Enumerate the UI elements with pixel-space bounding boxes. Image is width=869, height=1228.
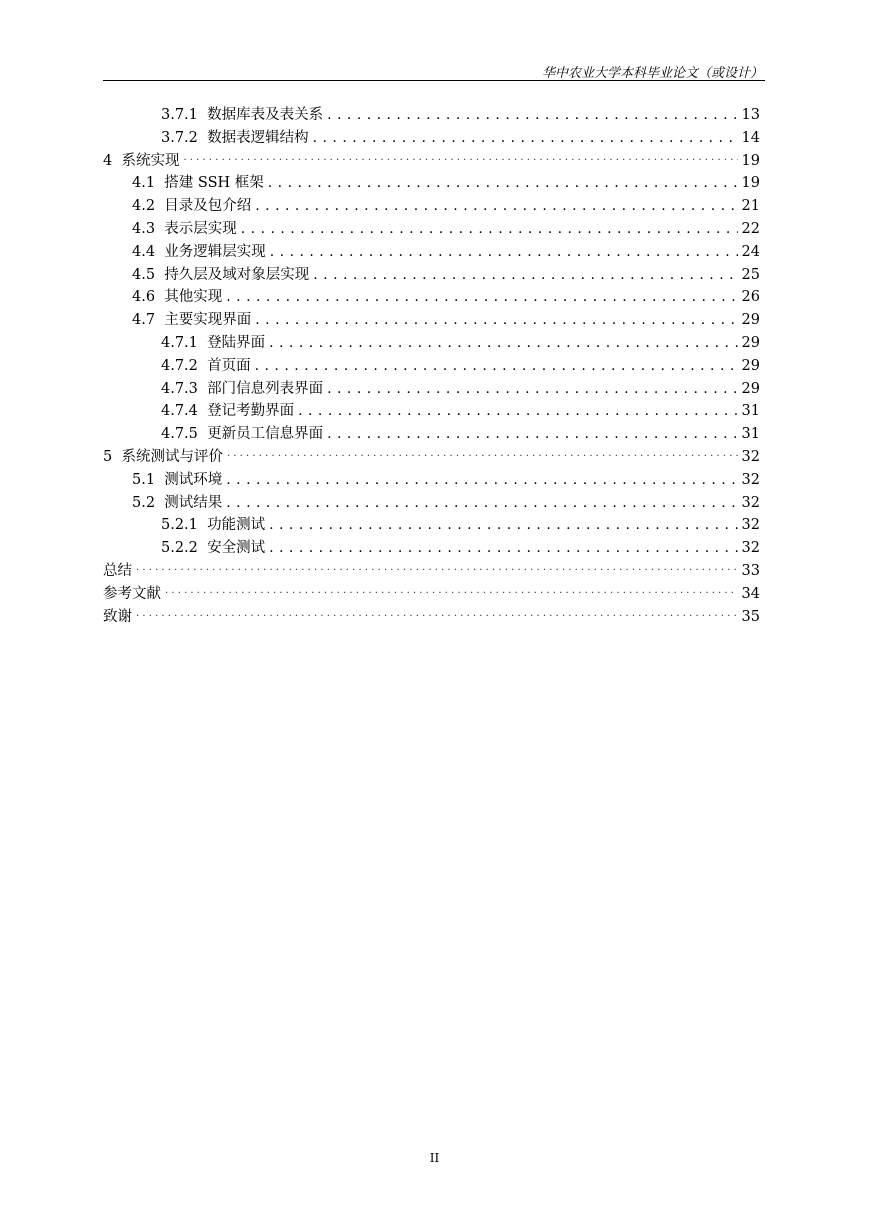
toc-entry[interactable] — [103, 400, 760, 423]
toc-entry[interactable] — [103, 195, 760, 218]
dot-leader — [136, 606, 738, 629]
toc-entry-number: 4.7.2 — [161, 357, 198, 374]
toc-entry-label — [103, 606, 136, 629]
table-of-contents — [103, 104, 760, 628]
toc-entry[interactable] — [103, 104, 760, 127]
dot-leader — [255, 309, 737, 332]
toc-entry-page: 13 — [741, 107, 760, 123]
toc-entry-label — [161, 423, 327, 446]
toc-entry-page: 25 — [741, 266, 760, 283]
toc-entry-title: 表示层实现 — [164, 220, 237, 237]
toc-entry[interactable] — [103, 423, 760, 446]
dot-leader — [327, 378, 737, 401]
toc-entry-title: 系统实现 — [121, 152, 180, 169]
toc-entry-label — [161, 332, 269, 355]
toc-entry[interactable] — [103, 469, 760, 492]
toc-entry[interactable] — [103, 127, 760, 150]
toc-entry-title: 数据表逻辑结构 — [207, 129, 309, 146]
dot-leader — [165, 583, 738, 606]
toc-entry-title: 数据库表及表关系 — [207, 107, 324, 123]
dot-leader — [183, 150, 737, 173]
toc-entry-label — [132, 195, 255, 218]
toc-entry[interactable] — [103, 218, 760, 241]
toc-entry-number: 4.7.5 — [161, 426, 198, 443]
toc-entry-number: 3.7.1 — [161, 107, 198, 123]
toc-entry-number: 5.2.2 — [161, 540, 198, 557]
toc-entry[interactable] — [103, 560, 760, 583]
dot-leader — [255, 355, 738, 378]
toc-entry-title: 搭建 SSH 框架 — [164, 175, 264, 192]
toc-entry-title: 测试结果 — [164, 494, 223, 511]
toc-entry-label — [132, 172, 268, 195]
toc-entry-number: 4.7 — [132, 312, 156, 329]
toc-entry-title: 登记考勤界面 — [207, 403, 295, 420]
toc-entry-number: 4.7.3 — [161, 380, 198, 397]
toc-entry-label — [132, 469, 226, 492]
toc-entry[interactable] — [103, 150, 760, 173]
toc-entry[interactable] — [103, 332, 760, 355]
toc-entry-number: 4.5 — [132, 266, 156, 283]
toc-entry[interactable] — [103, 537, 760, 560]
toc-entry-number: 4.6 — [132, 289, 156, 306]
toc-entry-page: 32 — [741, 448, 760, 465]
toc-entry-title: 部门信息列表界面 — [207, 380, 324, 397]
toc-entry-title: 功能测试 — [207, 517, 266, 534]
toc-entry-page: 29 — [741, 357, 760, 374]
toc-entry-title: 持久层及域对象层实现 — [164, 266, 310, 283]
toc-entry-page: 29 — [741, 312, 760, 329]
dot-leader — [269, 514, 737, 537]
dot-leader — [241, 218, 738, 241]
toc-entry-label — [132, 264, 313, 287]
dot-leader — [327, 104, 737, 127]
toc-entry-page: 32 — [741, 494, 760, 511]
toc-entry-number: 5.2 — [132, 494, 156, 511]
toc-entry[interactable] — [103, 606, 760, 629]
header-title: 华中农业大学本科毕业论文（或设计） — [541, 66, 763, 81]
toc-entry-title: 登陆界面 — [207, 334, 266, 351]
toc-entry[interactable] — [103, 514, 760, 537]
dot-leader — [270, 241, 738, 264]
toc-entry-label — [103, 560, 136, 583]
toc-entry-number: 4.3 — [132, 220, 156, 237]
toc-entry-number: 3.7.2 — [161, 129, 198, 146]
dot-leader — [327, 423, 737, 446]
toc-entry-title: 其他实现 — [164, 289, 223, 306]
toc-entry-title: 总结 — [103, 562, 132, 579]
toc-entry[interactable] — [103, 446, 760, 469]
toc-entry-page: 32 — [741, 540, 760, 557]
dot-leader — [268, 172, 738, 195]
toc-entry-label — [132, 309, 255, 332]
toc-entry-page: 22 — [741, 220, 760, 237]
toc-entry[interactable] — [103, 172, 760, 195]
toc-entry-label — [103, 446, 227, 469]
toc-entry[interactable] — [103, 264, 760, 287]
toc-entry[interactable] — [103, 309, 760, 332]
toc-entry-title: 测试环境 — [164, 471, 223, 488]
toc-entry-label — [161, 400, 298, 423]
toc-entry-title: 主要实现界面 — [164, 312, 252, 329]
dot-leader — [226, 286, 737, 309]
toc-entry-page: 29 — [741, 334, 760, 351]
dot-leader — [298, 400, 737, 423]
toc-entry-page: 34 — [741, 585, 760, 602]
toc-entry-page: 31 — [741, 403, 760, 420]
toc-entry-label — [132, 492, 226, 515]
dot-leader — [313, 264, 737, 287]
toc-entry-number: 4 — [103, 152, 113, 169]
toc-entry-label — [161, 104, 327, 127]
toc-entry-page: 19 — [741, 175, 760, 192]
page-footer — [0, 1151, 869, 1165]
dot-leader — [226, 469, 737, 492]
toc-entry-page: 33 — [741, 562, 760, 579]
page-number: II — [429, 1151, 440, 1165]
toc-entry-title: 致谢 — [103, 608, 132, 625]
toc-entry-number: 5.1 — [132, 471, 156, 488]
toc-entry-page: 24 — [741, 243, 760, 260]
toc-entry-number: 4.4 — [132, 243, 156, 260]
toc-entry-page: 32 — [741, 517, 760, 534]
dot-leader — [269, 332, 737, 355]
toc-entry-title: 参考文献 — [103, 585, 161, 602]
toc-entry-page: 21 — [741, 198, 760, 215]
toc-entry-label — [161, 537, 269, 560]
toc-entry-title: 系统测试与评价 — [121, 448, 223, 465]
toc-entry[interactable] — [103, 492, 760, 515]
toc-entry[interactable] — [103, 583, 760, 606]
toc-entry-number: 5.2.1 — [161, 517, 198, 534]
toc-entry-page: 35 — [741, 608, 760, 625]
toc-entry-title: 安全测试 — [207, 540, 266, 557]
dot-leader — [227, 446, 738, 469]
toc-entry-label — [132, 218, 241, 241]
toc-entry-title: 首页面 — [207, 357, 251, 374]
dot-leader — [269, 537, 737, 560]
toc-entry[interactable] — [103, 286, 760, 309]
dot-leader — [313, 127, 738, 150]
page-header — [103, 58, 765, 81]
dot-leader — [255, 195, 737, 218]
toc-entry-number: 5 — [103, 448, 113, 465]
toc-entry[interactable] — [103, 355, 760, 378]
toc-entry-number: 4.2 — [132, 198, 156, 215]
toc-entry-number: 4.7.1 — [161, 334, 198, 351]
toc-entry-page: 31 — [741, 426, 760, 443]
toc-entry-number: 4.1 — [132, 175, 156, 192]
toc-entry-number: 4.7.4 — [161, 403, 198, 420]
toc-entry-label — [132, 286, 226, 309]
toc-entry-label — [161, 378, 327, 401]
toc-entry-page: 29 — [741, 380, 760, 397]
toc-entry-title: 目录及包介绍 — [164, 198, 252, 215]
toc-entry-label — [161, 355, 255, 378]
toc-entry-page: 32 — [741, 471, 760, 488]
toc-entry[interactable] — [103, 241, 760, 264]
dot-leader — [136, 560, 738, 583]
toc-entry-label — [132, 241, 270, 264]
toc-entry-label — [161, 127, 313, 150]
toc-entry-label — [103, 150, 183, 173]
toc-entry-page: 14 — [741, 129, 760, 146]
toc-entry-page: 19 — [741, 152, 760, 169]
toc-entry-label — [103, 583, 165, 606]
toc-entry-title: 业务逻辑层实现 — [164, 243, 266, 260]
toc-entry-page: 26 — [741, 289, 760, 306]
toc-entry-title: 更新员工信息界面 — [207, 426, 324, 443]
toc-entry[interactable] — [103, 378, 760, 401]
toc-entry-label — [161, 514, 269, 537]
dot-leader — [226, 492, 737, 515]
